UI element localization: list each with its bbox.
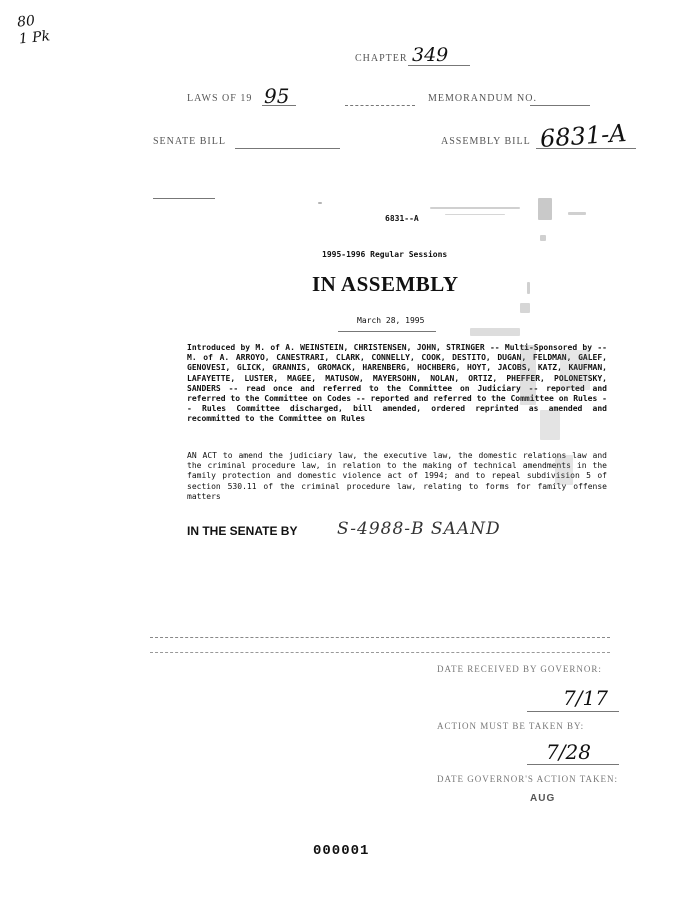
page-number: 000001 <box>313 843 370 859</box>
governor-action-value: AUG <box>530 793 556 804</box>
laws-label: LAWS OF 19 <box>187 93 253 104</box>
assembly-bill-value: 6831-A <box>539 119 628 153</box>
date-received-label: DATE RECEIVED BY GOVERNOR: <box>437 664 602 674</box>
chapter-value: 349 <box>412 44 449 66</box>
act-paragraph: AN ACT to amend the judiciary law, the executive law, the domestic relations law and the criminal procedure law, in relation to the making of technical amendments in the family protection and domestic violence act of 1994; and to repeal subdivision 5 of section 530.11 of the criminal procedure law, relating to forms for family offense matters <box>187 451 607 501</box>
house-heading: IN ASSEMBLY <box>312 272 459 296</box>
date-received-line <box>527 711 619 712</box>
senate-label: IN THE SENATE BY <box>187 524 298 538</box>
action-label: ACTION MUST BE TAKEN BY: <box>437 721 585 731</box>
senate-bill-label: SENATE BILL <box>153 136 226 147</box>
senate-value: S-4988-B SAAND <box>337 519 501 539</box>
separator-2 <box>150 652 610 653</box>
left-rule <box>153 198 215 199</box>
action-value: 7/28 <box>546 740 591 764</box>
action-line <box>527 764 619 765</box>
memo-label: MEMORANDUM NO. <box>428 93 538 104</box>
session-line: 1995-1996 Regular Sessions <box>322 250 448 259</box>
introduced-paragraph: Introduced by M. of A. WEINSTEIN, CHRISTENSEN, JOHN, STRINGER -- Multi-Sponsored by -- M. of A. ARROYO, CANESTRARI, CLARK, CONNELLY, COOK, DESTITO, DUGAN, FELDMAN, GALEF, GENOVESI, GLICK, GRANNIS, GROMACK, HARENBERG, HOCHBERG, HOYT, JACOBS, KATZ, KAUFMAN, LAFAYETTE, LUSTER, MAGEE, MATUSOW, MAYERSOHN, NOLAN, ORTIZ, PHEFFER, POLONETSKY, SANDERS -- read once and referred to the Committee on Judiciary -- reported and referred to the Committee on Codes -- reported and referred to the Committee on Rules -- Rules Committee discharged, bill amended, ordered reprinted as amended and recommitted to the Committee on Rules <box>187 343 607 424</box>
governor-action-label: DATE GOVERNOR'S ACTION TAKEN: <box>437 774 618 784</box>
assembly-bill-label: ASSEMBLY BILL <box>441 136 531 147</box>
corner-note: 80 1 Pk <box>16 12 51 48</box>
separator-1 <box>150 637 610 638</box>
bill-date: March 28, 1995 <box>357 316 425 325</box>
senate-bill-line <box>235 148 340 149</box>
laws-year: 95 <box>264 84 290 108</box>
memo-pre-line <box>345 105 415 106</box>
chapter-label: CHAPTER <box>355 53 408 64</box>
date-received-value: 7/17 <box>563 686 608 710</box>
bill-number: 6831--A <box>385 214 419 223</box>
date-rule <box>338 331 436 332</box>
memo-line <box>530 105 590 106</box>
